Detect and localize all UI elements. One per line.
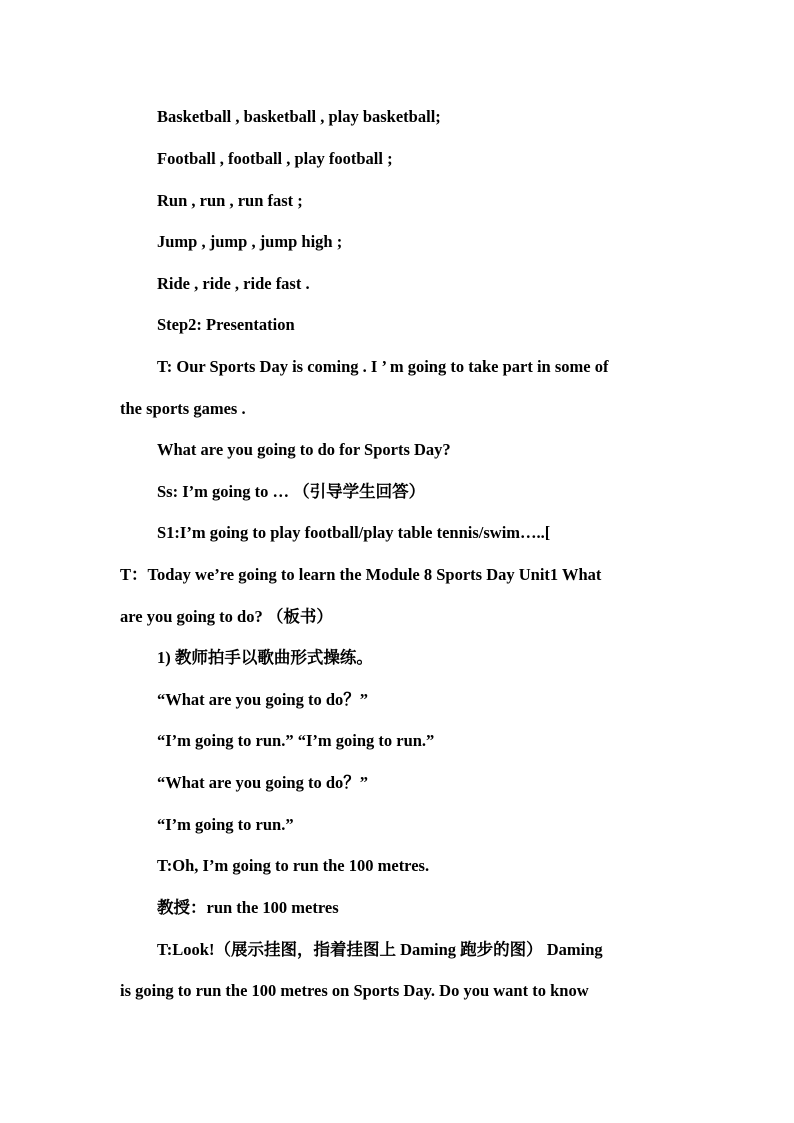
text-line: Ss: I’m going to … （引导学生回答） — [157, 482, 426, 501]
text-line: “I’m going to run.” — [157, 815, 294, 834]
text-line: Football , football , play football ; — [157, 149, 393, 168]
section-heading: Step2: Presentation — [157, 315, 295, 334]
text-line: Run , run , run fast ; — [157, 191, 303, 210]
text-line: is going to run the 100 metres on Sports Day. Do you want to know — [120, 981, 589, 1000]
text-line: 教授：run the 100 metres — [157, 898, 339, 917]
text-line: “I’m going to run.” “I’m going to run.” — [157, 731, 435, 750]
text-line: What are you going to do for Sports Day? — [157, 440, 451, 459]
text-line: the sports games . — [120, 399, 246, 418]
text-line: T:Oh, I’m going to run the 100 metres. — [157, 856, 430, 875]
text-line: T：Today we’re going to learn the Module 8 Sports Day Unit1 What — [120, 565, 602, 584]
text-line: “What are you going to do？” — [157, 773, 369, 792]
text-line: “What are you going to do？” — [157, 690, 369, 709]
text-line: are you going to do? （板书） — [120, 607, 333, 626]
text-line: Jump , jump , jump high ; — [157, 232, 343, 251]
text-line: S1:I’m going to play football/play table tennis/swim…..[ — [157, 523, 551, 542]
text-line: Basketball , basketball , play basketball; — [157, 107, 441, 126]
text-line: T:Look!（展示挂图，指着挂图上 Daming 跑步的图） Daming — [157, 940, 603, 959]
text-line: 1) 教师拍手以歌曲形式操练。 — [157, 648, 373, 667]
text-line: Ride , ride , ride fast . — [157, 274, 310, 293]
text-line: T: Our Sports Day is coming . I ’ m going to take part in some of — [157, 357, 609, 376]
